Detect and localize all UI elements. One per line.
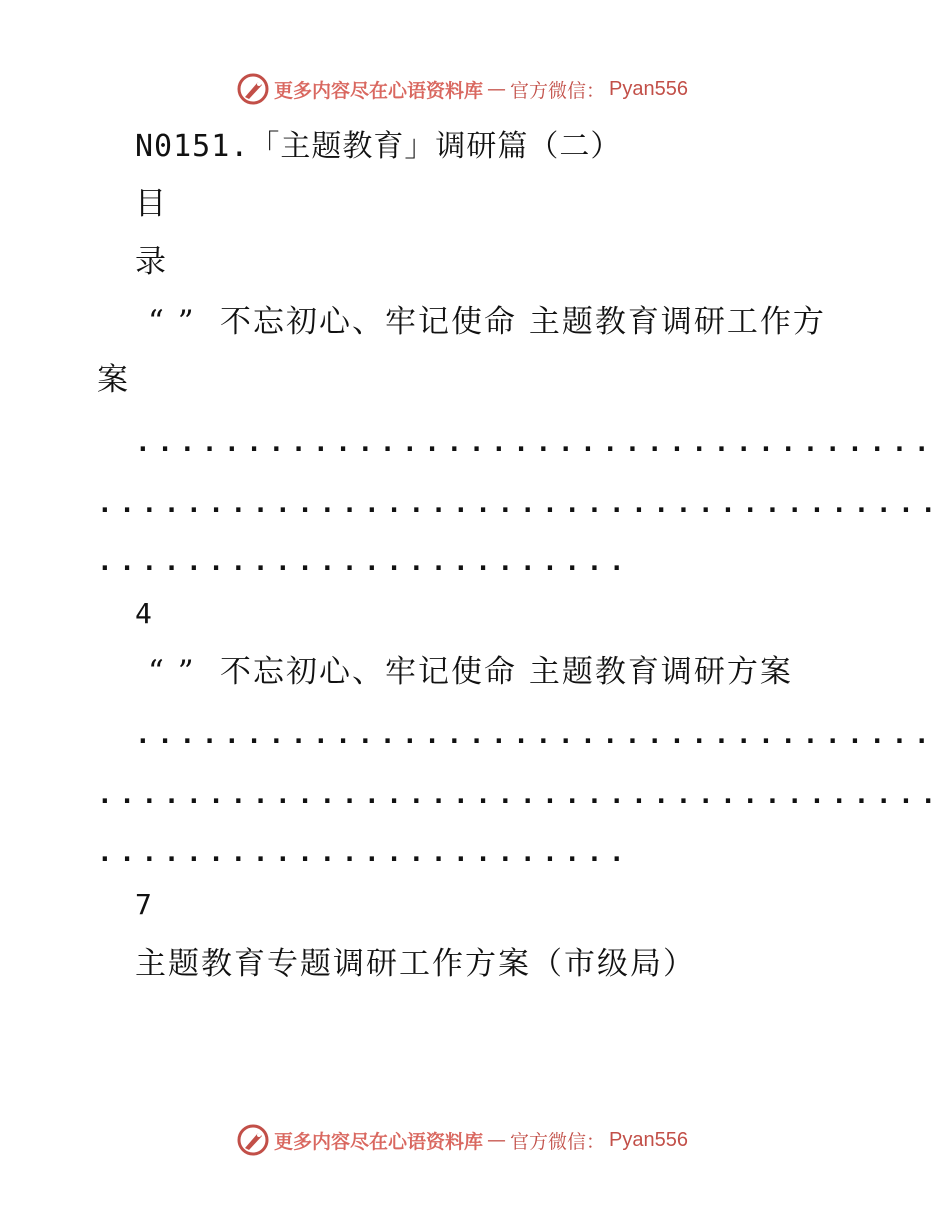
pen-logo-icon bbox=[236, 1123, 270, 1157]
toc-entry-2-leader-2: ...................................... bbox=[97, 780, 943, 810]
watermark-text: 更多内容尽在心语资料库 bbox=[274, 1130, 484, 1153]
watermark-text: 更多内容尽在心语资料库 bbox=[274, 79, 484, 102]
toc-entry-1-leader-1: .................................... bbox=[135, 428, 937, 458]
toc-entry-1-quote: “ ” bbox=[148, 304, 196, 340]
pen-logo-icon bbox=[236, 72, 270, 106]
toc-entry-1-title-continued: 案 bbox=[97, 362, 130, 398]
toc-entry-2-quote: “ ” bbox=[148, 654, 196, 690]
watermark-separator: — bbox=[487, 78, 507, 100]
watermark-official-label: 官方微信： bbox=[510, 1130, 606, 1153]
toc-entry-2-page: 7 bbox=[135, 888, 152, 921]
watermark-separator: — bbox=[487, 1129, 507, 1151]
footer-watermark bbox=[236, 1123, 688, 1157]
watermark-wechat-id: Pyan556 bbox=[609, 77, 688, 100]
toc-entry-2-title: 不忘初心、牢记使命 主题教育调研方案 bbox=[220, 654, 793, 690]
toc-entry-2-leader-1: .................................... bbox=[135, 720, 937, 750]
toc-entry-1-leader-2: ...................................... bbox=[97, 489, 943, 519]
toc-entry-3-title: 主题教育专题调研工作方案（市级局） bbox=[135, 946, 696, 982]
watermark-wechat-id: Pyan556 bbox=[609, 1128, 688, 1151]
toc-entry-1-leader-3: ........................ bbox=[97, 547, 632, 577]
toc-entry-1-page: 4 bbox=[135, 597, 152, 630]
watermark-official-label: 官方微信： bbox=[510, 79, 606, 102]
header-watermark bbox=[236, 72, 688, 106]
toc-entry-1-title: 不忘初心、牢记使命 主题教育调研工作方 bbox=[220, 304, 826, 340]
toc-heading-char-2: 录 bbox=[135, 244, 168, 280]
document-title: N0151.「主题教育」调研篇（二） bbox=[135, 129, 622, 164]
toc-heading-char-1: 目 bbox=[135, 186, 168, 222]
toc-entry-2-leader-3: ........................ bbox=[97, 838, 632, 868]
